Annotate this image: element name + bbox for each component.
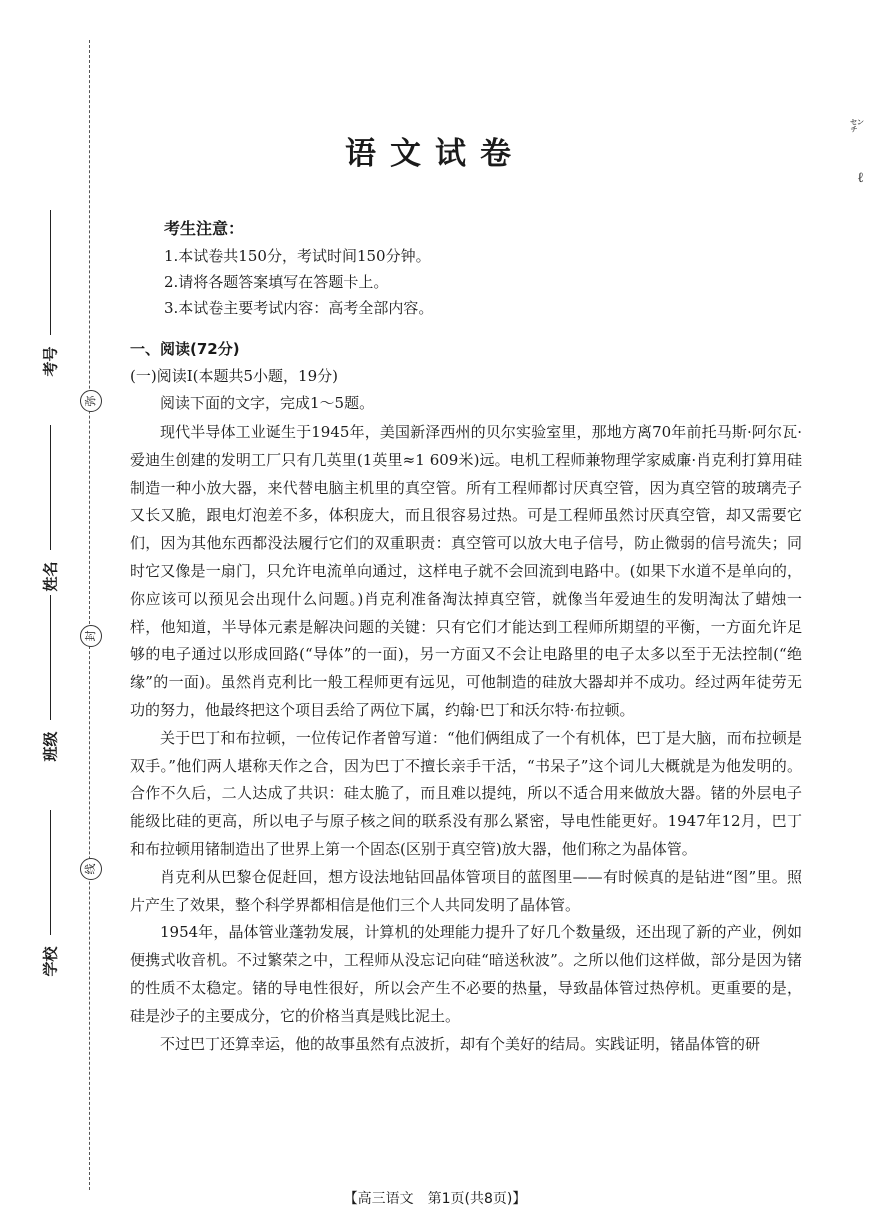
notice-heading: 考生注意： xyxy=(164,219,245,238)
seal-mark-xian: 线 xyxy=(80,858,102,880)
passage-paragraph: 肖克利从巴黎仓促赶回，想方设法地钻回晶体管项目的蓝图里——有时候真的是钻进“图”里。照片产生了效果，整个科学界都相信是他们三个人共同发明了晶体管。 xyxy=(130,867,802,914)
school-line xyxy=(50,810,51,935)
passage-paragraph: 不过巴丁还算幸运，他的故事虽然有点波折，却有个美好的结局。实践证明，锗晶体管的研 xyxy=(160,1034,761,1053)
notice-block xyxy=(164,216,433,321)
page-title: 语文试卷 xyxy=(345,136,525,172)
passage-paragraph: 关于巴丁和布拉顿，一位传记作者曾写道：“他们俩组成了一个有机体，巴丁是大脑，而布拉顿是双手。”他们两人堪称天作之合，因为巴丁不擅长亲手干活，“书呆子”这个词儿大概就是为他发明的。合作不久后，二人达成了共识：硅太脆了，而且难以提纯，所以不适合用来做放大器。锗的外层电子能级比硅的更高，所以电子与原子核之间的联系没有那么紧密，导电性能更好。1947年12月，巴丁和布拉顿用锗制造出了世界上第一个固态(区别于真空管)放大器，他们称之为晶体管。 xyxy=(130,728,802,858)
sub-heading: (一)阅读Ⅰ(本题共5小题，19分) xyxy=(130,367,338,385)
exam-number-field[interactable] xyxy=(28,210,72,377)
school-label: 学校 xyxy=(41,946,60,977)
name-label: 姓名 xyxy=(41,561,60,592)
notice-item: 3.本试卷主要考试内容：高考全部内容。 xyxy=(164,299,434,317)
seal-mark-mi: 弥 xyxy=(80,390,102,412)
seal-mark-feng: 封 xyxy=(80,625,102,647)
class-label: 班级 xyxy=(41,731,60,762)
notice-item: 2.请将各题答案填写在答题卡上。 xyxy=(164,273,389,291)
school-field[interactable] xyxy=(28,810,72,977)
passage-paragraph: 1954年，晶体管业蓬勃发展，计算机的处理能力提升了好几个数量级，还出现了新的产业，例如便携式收音机。不过繁荣之中，工程师从没忘记向硅“暗送秋波”。之所以他们这样做，部分是因为锗的性质不太稳定。锗的导电性很好，所以会产生不必要的热量，导致晶体管过热停机。更重要的是，硅是沙子的主要成分，它的价格当真是贱比泥土。 xyxy=(130,923,802,1025)
exam-number-label: 考号 xyxy=(41,346,60,377)
instruction-text: 阅读下面的文字，完成1～5题。 xyxy=(160,394,375,412)
class-line xyxy=(50,595,51,720)
class-field[interactable] xyxy=(28,595,72,762)
passage-paragraph: 现代半导体工业诞生于1945年，美国新泽西州的贝尔实验室里，那地方离70年前托马斯·阿尔瓦·爱迪生创建的发明工厂只有几英里(1英里≈1 609米)远。电机工程师兼物理学家威廉·肖克利打算用硅制造一种小放大器，来代替电脑主机里的真空管。所有工程师都讨厌真空管，因为真空管的玻璃壳子又长又脆，跟电灯泡差不多，体积庞大，而且很容易过热。可是工程师虽然讨厌真空管，却又需要它们，因为其他东西都没法履行它们的双重职责：真空管可以放大电子信号，防止微弱的信号流失；同时它又像是一扇门，只允许电流单向通过，这样电子就不会回流到电路中。(如果下水道不是单向的，你应该可以预见会出现什么问题。)肖克利准备淘汰掉真空管，就像当年爱迪生的发明淘汰了蜡烛一样，他知道，半导体元素是解决问题的关键：只有它们才能达到工程师所期望的平衡，一方面允许足够的电子通过以形成回路(“导体”的一面)，另一方面又不会让电路里的电子太多以至于无法控制(“绝缘”的一面)。虽然肖克利比一般工程师更有远见，可他制造的硅放大器却并不成功。经过两年徒劳无功的努力，他最终把这个项目丢给了两位下属，约翰·巴丁和沃尔特·布拉顿。 xyxy=(130,423,802,719)
page-footer: 【高三语文 第1页(共8页)】 xyxy=(343,1191,527,1207)
name-field[interactable] xyxy=(28,425,72,592)
section-heading: 一、阅读(72分) xyxy=(130,340,240,358)
reading-section xyxy=(130,336,802,1058)
name-line xyxy=(50,425,51,550)
edge-mark-bottom: ℓ xyxy=(857,170,864,186)
exam-number-line xyxy=(50,210,51,335)
notice-item: 1.本试卷共150分，考试时间150分钟。 xyxy=(164,247,431,265)
edge-mark-top: ㌢ xyxy=(850,119,864,135)
binding-dashed-line xyxy=(89,40,90,1190)
